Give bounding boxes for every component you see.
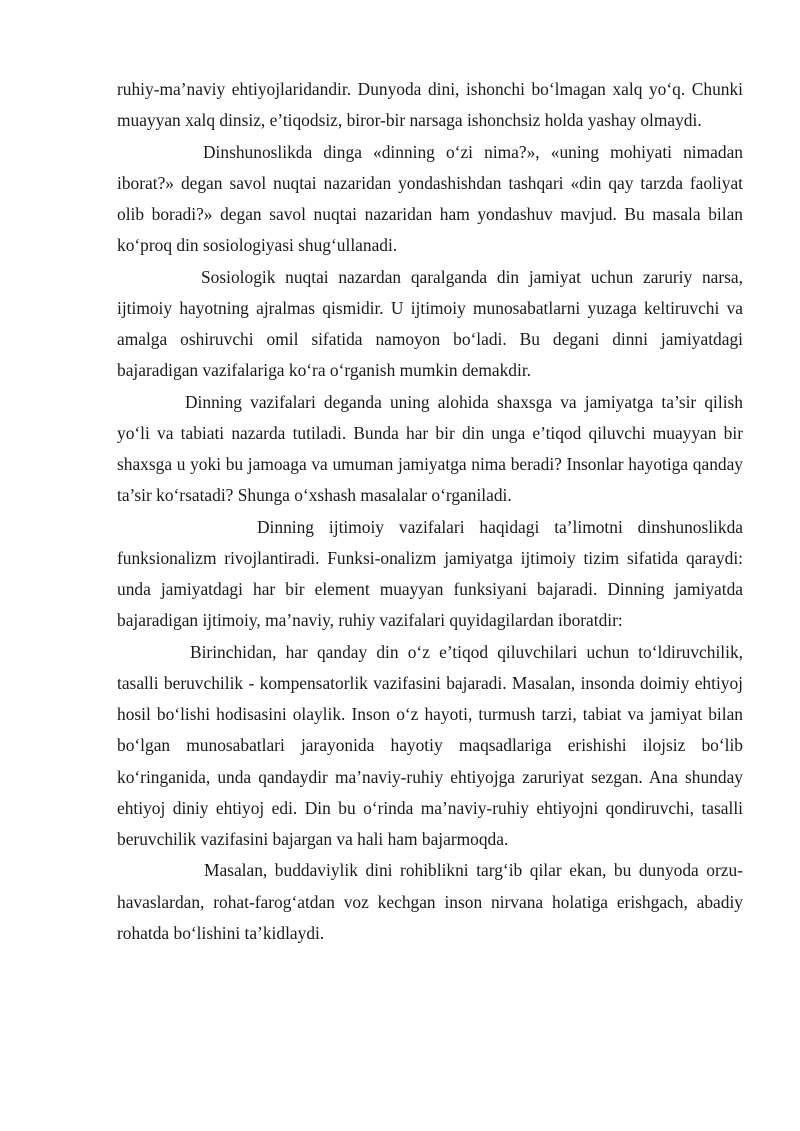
paragraph-7: Masalan, buddaviylik dini rohiblikni targ‘ib qilar ekan, bu dunyoda orzu-havaslardan, rohat-farog‘atdan voz kechgan inson nirvana holatiga erishgach, abadiy rohatda bo‘lishini ta’kidlaydi. <box>117 860 743 943</box>
paragraph-5: Dinning ijtimoiy vazifalari haqidagi ta’limotni dinshunoslikda funksionalizm rivojlantiradi. Funksi-onalizm jamiyatga ijtimoiy tizim sifatida qaraydi: unda jamiyatdagi har bir element muayyan funksiyani bajaradi. Dinning jamiyatda bajaradigan ijtimoiy, ma’naviy, ruhiy vazifalari quyidagilardan iboratdir: <box>117 516 743 631</box>
paragraph-2: Dinshunoslikda dinga «dinning o‘zi nima?», «uning mohiyati nimadan iborat?» degan savol nuqtai nazaridan yondashishdan tashqari «din qay tarzda faoliyat olib boradi?» degan savol nuqtai nazaridan ham yondashuv mavjud. Bu masala bilan ko‘proq din sosiologiyasi shug‘ullanadi. <box>117 141 743 256</box>
paragraph-1: ruhiy-ma’naviy ehtiyojlaridandir. Dunyoda dini, ishonchi bo‘lmagan xalq yo‘q. Chunki muayyan xalq dinsiz, e’tiqodsiz, biror-bir narsaga ishonchsiz holda yashay olmaydi. <box>117 79 743 131</box>
paragraph-6: Birinchidan, har qanday din o‘z e’tiqod qiluvchilari uchun to‘ldiruvchilik, tasalli beruvchilik - kompensatorlik vazifasini bajaradi. Masalan, insonda doimiy ehtiyoj hosil bo‘lishi hodisasini olaylik. Inson o‘z hayoti, turmush tarzi, tabiat va jamiyat bilan bo‘lgan munosabatlari jarayonida hayotiy maqsadlariga erishishi ilojsiz bo‘lib ko‘ringanida, unda qandaydir ma’naviy-ruhiy ehtiyojga zaruriyat sezgan. Ana shunday ehtiyoj diniy ehtiyoj edi. Din bu o‘rinda ma’naviy-ruhiy ehtiyojni qondiruvchi, tasalli beruvchilik vazifasini bajargan va hali ham bajarmoqda. <box>117 641 743 849</box>
body-text <box>117 74 743 949</box>
paragraph-4: Dinning vazifalari deganda uning alohida shaxsga va jamiyatga ta’sir qilish yo‘li va tabiati nazarda tutiladi. Bunda har bir din unga e’tiqod qiluvchi muayyan bir shaxsga u yoki bu jamoaga va umuman jamiyatga nima beradi? Insonlar hayotiga qanday ta’sir ko‘rsatadi? Shunga o‘xshash masalalar o‘rganiladi. <box>117 391 743 506</box>
paragraph-3: Sosiologik nuqtai nazardan qaralganda din jamiyat uchun zaruriy narsa, ijtimoiy hayotning ajralmas qismidir. U ijtimoiy munosabatlarni yuzaga keltiruvchi va amalga oshiruvchi omil sifatida namoyon bo‘ladi. Bu degani dinni jamiyatdagi bajaradigan vazifalariga ko‘ra o‘rganish mumkin demakdir. <box>117 266 743 381</box>
